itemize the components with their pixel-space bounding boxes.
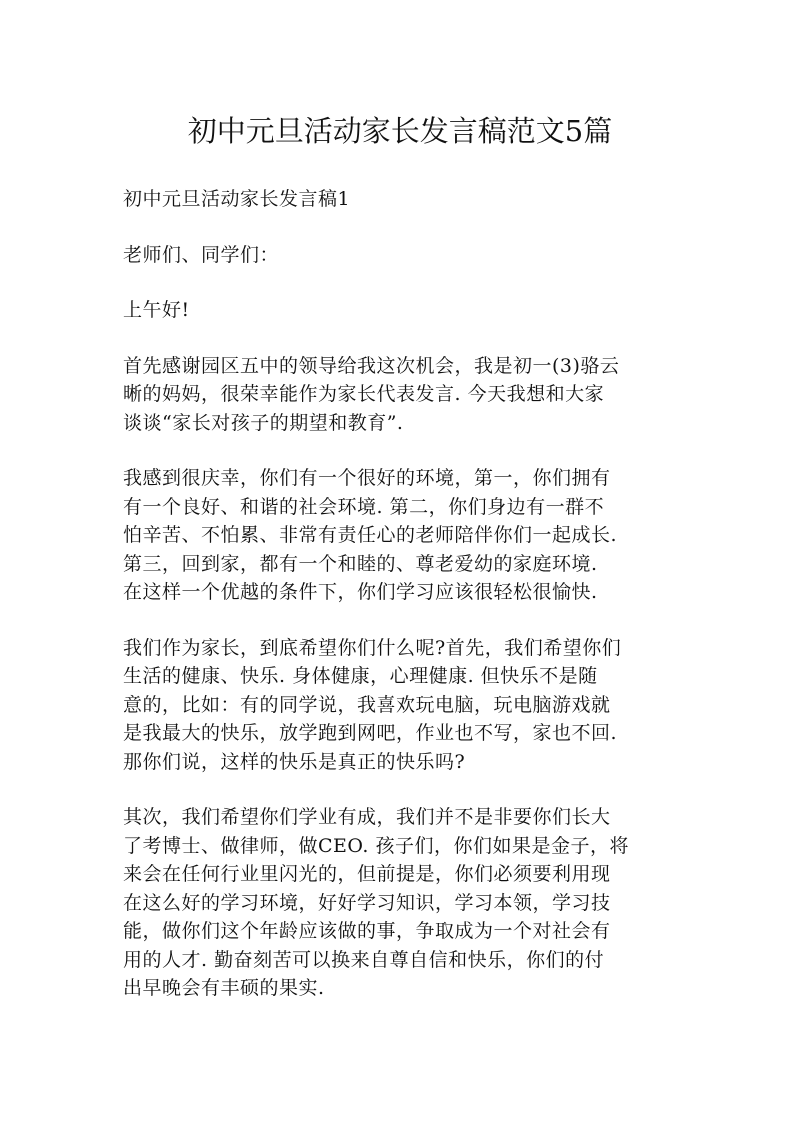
paragraph-1 — [123, 352, 678, 438]
paragraph-line: 用的人才. 勤奋刻苦可以换来自尊自信和快乐，你们的付 — [123, 948, 605, 971]
paragraph-line: 了考博士、做律师，做CEO. 孩子们，你们如果是金子，将 — [123, 834, 629, 857]
greeting: 老师们、同学们： — [123, 243, 280, 266]
paragraph-2 — [123, 464, 678, 607]
paragraph-line: 出早晚会有丰硕的果实. — [123, 977, 325, 999]
salutation: 上午好! — [123, 299, 190, 321]
paragraph-line: 有一个良好、和谐的社会环境. 第二，你们身边有一群不 — [123, 495, 605, 518]
paragraph-line: 意的，比如：有的同学说，我喜欢玩电脑，玩电脑游戏就 — [123, 693, 611, 716]
paragraph-line: 晰的妈妈，很荣幸能作为家长代表发言. 今天我想和大家 — [123, 383, 605, 405]
section-heading: 初中元旦活动家长发言稿1 — [123, 188, 351, 210]
paragraph-line: 是我最大的快乐，放学跑到网吧，作业也不写，家也不回. — [123, 722, 618, 744]
paragraph-line: 怕辛苦、不怕累、非常有责任心的老师陪伴你们一起成长. — [123, 524, 618, 546]
paragraph-line: 第三，回到家，都有一个和睦的、尊老爱幼的家庭环境. — [123, 552, 598, 575]
paragraph-4 — [123, 803, 678, 1003]
paragraph-line: 我感到很庆幸，你们有一个很好的环境，第一，你们拥有 — [123, 467, 611, 489]
paragraph-line: 我们作为家长，到底希望你们什么呢?首先，我们希望你们 — [123, 636, 622, 659]
paragraph-line: 来会在任何行业里闪光的，但前提是，你们必须要利用现 — [123, 863, 611, 885]
paragraph-line: 那你们说，这样的快乐是真正的快乐吗? — [123, 750, 466, 773]
paragraph-line: 生活的健康、快乐. 身体健康，心理健康. 但快乐不是随 — [123, 665, 598, 687]
paragraph-line: 谈谈“家长对孩子的期望和教育”. — [123, 411, 404, 434]
paragraph-line: 在这样一个优越的条件下，你们学习应该很轻松很愉快. — [123, 581, 598, 603]
document-body — [123, 185, 678, 1030]
paragraph-line: 在这么好的学习环境，好好学习知识，学习本领，学习技 — [123, 891, 611, 914]
paragraph-3 — [123, 634, 678, 777]
paragraph-line: 首先感谢园区五中的领导给我这次机会，我是初一(3)骆云 — [123, 354, 620, 377]
paragraph-line: 其次，我们希望你们学业有成，我们并不是非要你们长大 — [123, 806, 611, 828]
document-title: 初中元旦活动家长发言稿范文5篇 — [187, 114, 613, 148]
paragraph-line: 能，做你们这个年龄应该做的事，争取成为一个对社会有 — [123, 920, 611, 942]
